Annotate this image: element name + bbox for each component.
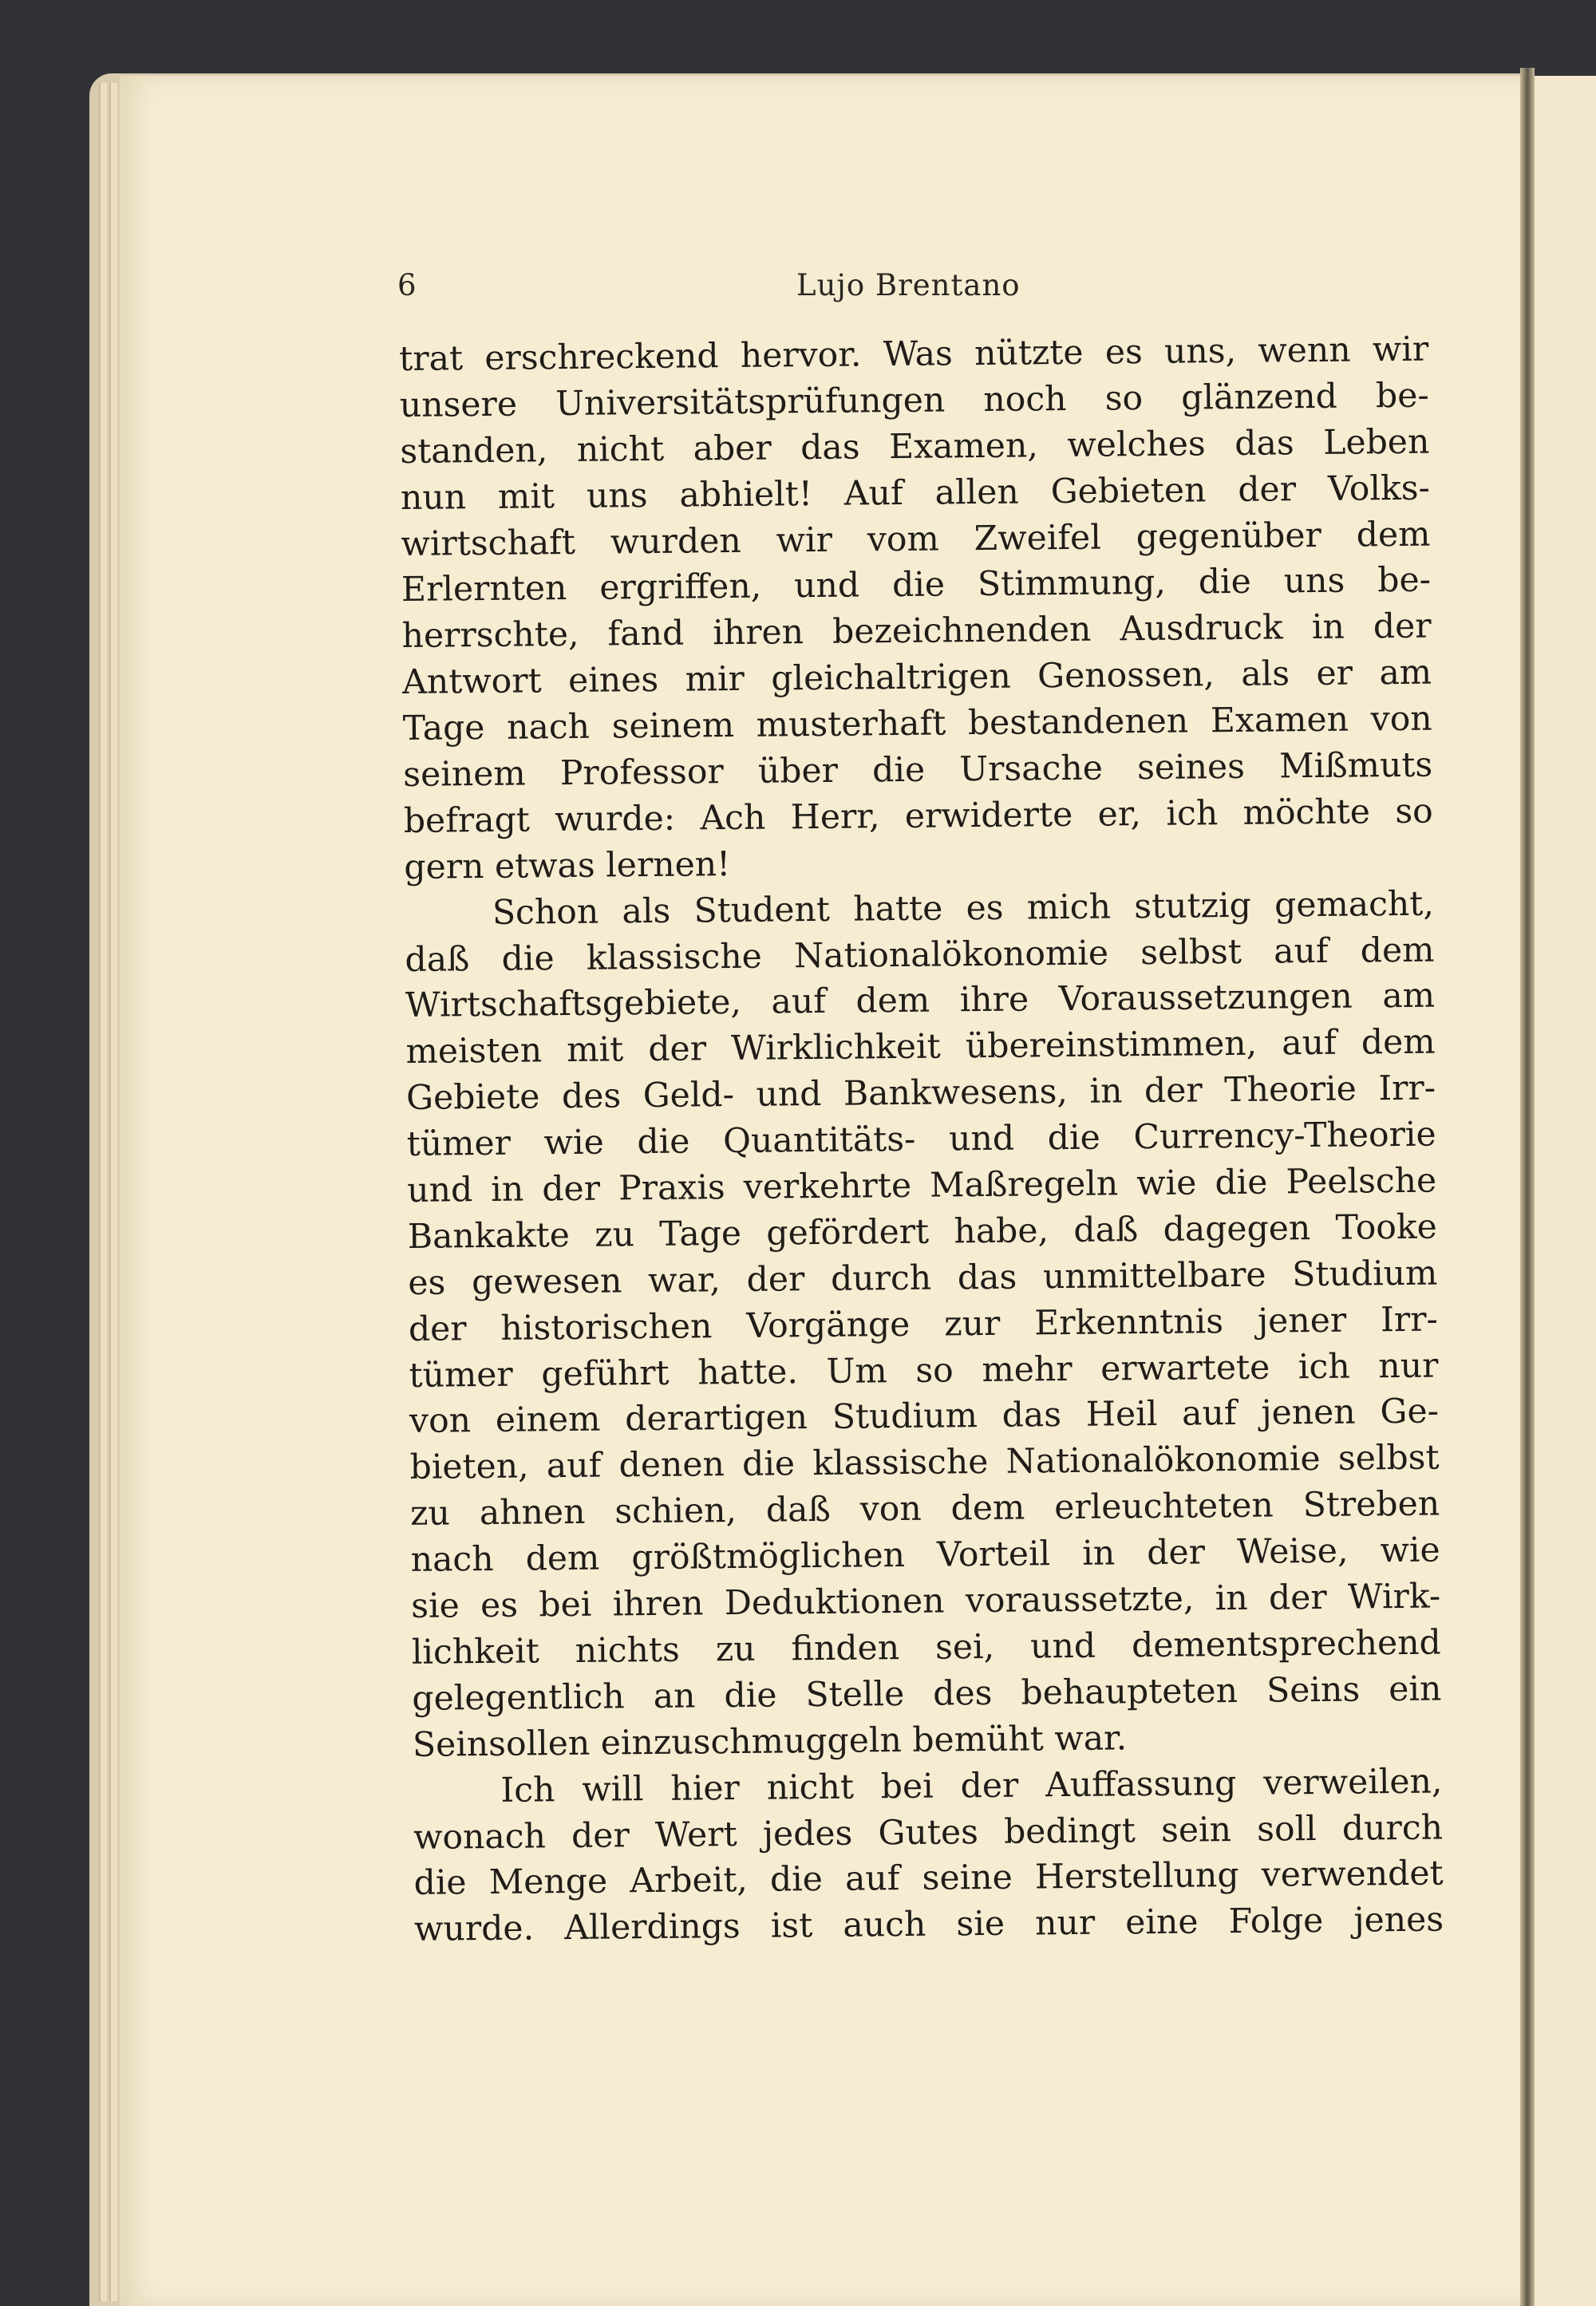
text-line: befragt wurde: Ach Herr, erwiderte er, ich möchte so (403, 792, 1434, 841)
text-line: und in der Praxis verkehrte Maßregeln wie die Peelsche (407, 1161, 1437, 1210)
text-line: nun mit uns abhielt! Auf allen Gebieten der Volks- (400, 468, 1431, 518)
text-line: unsere Universitätsprüfungen noch so glänzend be- (399, 376, 1430, 425)
text-line: Antwort eines mir gleichaltrigen Genossen, als er am (401, 653, 1432, 703)
text-line: daß die klassische Nationalökonomie selbst auf dem (405, 930, 1435, 980)
text-line: von einem derartigen Studium das Heil auf jenen Ge- (409, 1392, 1440, 1442)
text-line: die Menge Arbeit, die auf seine Herstellung verwendet (413, 1854, 1444, 1904)
page-edge (109, 83, 117, 2301)
text-line: Schon als Student hatte es mich stutzig gemacht, (492, 884, 1435, 933)
text-line: wurde. Allerdings ist auch sie nur eine Folge jenes (413, 1900, 1444, 1950)
text-line: Bankakte zu Tage gefördert habe, daß dagegen Tooke (407, 1207, 1438, 1257)
text-line: seinem Professor über die Ursache seines Mißmuts (403, 745, 1433, 795)
text-line: standen, nicht aber das Examen, welches das Leben (400, 422, 1430, 472)
text-line: Gebiete des Geld- und Bankwesens, in der Theorie Irr- (405, 1068, 1436, 1119)
book-gutter (1520, 68, 1535, 2306)
facing-page-edge (1535, 76, 1596, 2306)
text-line: zu ahnen schien, daß von dem erleuchteten Streben (409, 1484, 1440, 1534)
text-line: Wirtschaftsgebiete, auf dem ihre Voraussetzungen am (405, 977, 1436, 1026)
text-line: tümer wie die Quantitäts- und die Currency-Theorie (406, 1115, 1436, 1165)
text-line: es gewesen war, der durch das unmittelbare Studium (408, 1254, 1438, 1303)
text-line: meisten mit der Wirklichkeit übereinstimmen, auf dem (405, 1022, 1436, 1072)
text-line: der historischen Vorgänge zur Erkenntnis jener Irr- (408, 1300, 1439, 1349)
page-edge (99, 83, 107, 2301)
text-line: tümer geführt hatte. Um so mehr erwartete ich nur (409, 1346, 1439, 1396)
text-line: Tage nach seinem musterhaft bestandenen Examen von (402, 699, 1432, 749)
text-line: lichkeit nichts zu finden sei, und dementsprechend (411, 1623, 1442, 1672)
text-line: herrschte, fand ihren bezeichnenden Ausdruck in der (401, 606, 1432, 657)
text-line: trat erschreckend hervor. Was nützte es uns, wenn wir (399, 330, 1429, 379)
text-line: Ich will hier nicht bei der Auffassung verweilen, (500, 1762, 1443, 1810)
text-line: gern etwas lernen! (404, 844, 731, 887)
text-line: bieten, auf denen die klassische Nationalökonomie selbst (409, 1438, 1440, 1488)
text-line: Erlernten ergriffen, und die Stimmung, die uns be- (401, 561, 1432, 610)
body-text (399, 327, 1444, 1953)
text-line: wirtschaft wurden wir vom Zweifel gegenüber dem (401, 515, 1431, 564)
page-number: 6 (397, 268, 417, 302)
page-header (397, 263, 1427, 311)
running-head: Lujo Brentano (796, 268, 1021, 302)
text-line: wonach der Wert jedes Gutes bedingt sein soll durch (413, 1808, 1444, 1858)
text-line: gelegentlich an die Stelle des behaupteten Seins ein (412, 1669, 1442, 1719)
text-line: nach dem größtmöglichen Vorteil in der Weise, wie (410, 1530, 1440, 1581)
text-line: Seinsollen einzuschmuggeln bemüht war. (412, 1719, 1128, 1765)
text-line: sie es bei ihren Deduktionen voraussetzte, in der Wirk- (411, 1577, 1441, 1626)
